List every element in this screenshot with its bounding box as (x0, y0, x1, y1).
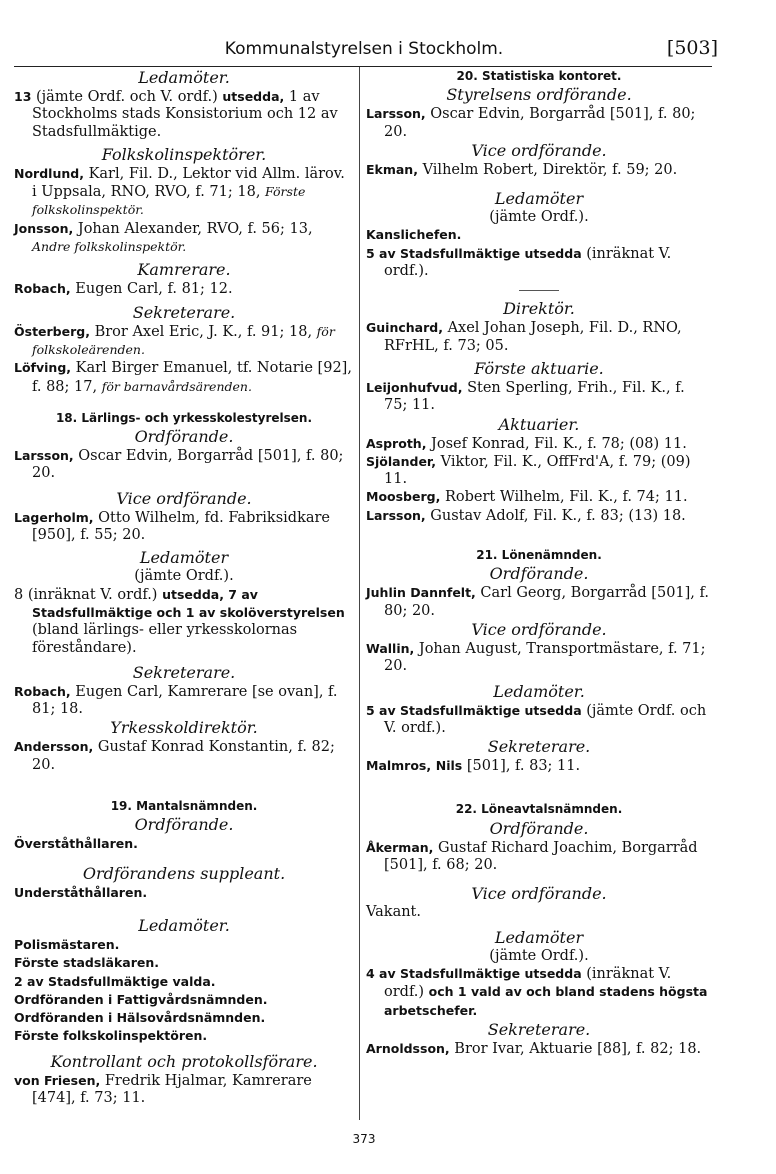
heading: Styrelsens ordförande. (446, 85, 632, 105)
entry: von Friesen, Fredrik Hjalmar, Kamrerare [474], f. 73; 11. (14, 1072, 312, 1106)
heading: Ledamöter (494, 927, 584, 947)
entry: Asproth, Josef Konrad, Fil. K., f. 78; (08) 11. (366, 435, 687, 452)
entry: Sjölander, Viktor, Fil. K., OffFrd'A, f. 79; (09) 11. (366, 453, 691, 488)
entry: 13 (jämte Ordf. och V. ordf.) utsedda, 1 av Stockholms stads Konsistorium och 12 av Stadsfullmäktige. (14, 89, 338, 140)
entry: Kanslichefen. (366, 227, 462, 243)
subheading: (jämte Ordf.). (489, 947, 589, 964)
footer-number: 373 (352, 1132, 376, 1146)
heading: Ordförande. (489, 818, 589, 838)
entry: Leijonhufvud, Sten Sperling, Frih., Fil. K., f. 75; 11. (366, 379, 685, 414)
left-column (14, 68, 354, 1107)
heading: Sekreterare. (487, 1019, 591, 1039)
entry: Malmros, Nils [501], f. 83; 11. (366, 758, 581, 775)
heading: Förste aktuarie. (474, 358, 604, 378)
entry: Larsson, Oscar Edvin, Borgarråd [501], f. 80; 20. (14, 448, 344, 482)
heading: Yrkesskoldirektör. (110, 718, 258, 738)
heading: Ledamöter (139, 548, 229, 568)
heading: Ledamöter. (138, 68, 230, 87)
entry: Förste stadsläkaren. (14, 955, 160, 971)
heading: Ordförande. (134, 427, 234, 447)
entry: Robach, Eugen Carl, f. 81; 12. (14, 281, 233, 298)
entry: Löfving, Karl Birger Emanuel, tf. Notarie [92], f. 88; 17, för barnavårdsärenden. (14, 360, 352, 395)
entry: Ekman, Vilhelm Robert, Direktör, f. 59; 20. (366, 161, 678, 178)
entry: Robach, Eugen Carl, Kamrerare [se ovan], f. 81; 18. (14, 683, 338, 718)
heading: Vice ordförande. (471, 619, 607, 639)
heading: Kamrerare. (137, 260, 231, 280)
entry: Larsson, Oscar Edvin, Borgarråd [501], f. 80; 20. (366, 106, 696, 140)
heading: Ordförandens suppleant. (82, 863, 286, 883)
header-rule (14, 66, 712, 67)
entry: Lagerholm, Otto Wilhelm, fd. Fabriksidkare [950], f. 55; 20. (14, 509, 331, 544)
entry: Ordföranden i Fattigvårdsnämnden. (14, 991, 268, 1007)
section-title: 22. Löneavtalsnämnden. (455, 802, 623, 817)
entry: Andersson, Gustaf Konrad Konstantin, f. 82; 20. (14, 739, 335, 773)
entry: Jonsson, Johan Alexander, RVO, f. 56; 13, Andre folkskolinspektör. (14, 220, 313, 255)
entry: 8 (inräknat V. ordf.) utsedda, 7 av Stadsfullmäktige och 1 av skolöverstyrelsen (bland lärlings- eller yrkesskolornas föreståndare). (14, 586, 345, 656)
section-title: 20. Statistiska kontoret. (456, 69, 622, 83)
entry: Nordlund, Karl, Fil. D., Lektor vid Allm. lärov. i Uppsala, RNO, RVO, f. 71; 18, Förste folkskolinspektör. (14, 165, 345, 218)
entry: Guinchard, Axel Johan Joseph, Fil. D., RNO, RFrHL, f. 73; 05. (366, 320, 682, 354)
heading: Vice ordförande. (116, 488, 252, 508)
heading: Folkskolinspektörer. (101, 144, 267, 164)
heading: Ledamöter. (493, 681, 585, 701)
heading: Ordförande. (134, 815, 234, 835)
heading: Vice ordförande. (471, 884, 607, 904)
heading: Aktuarier. (498, 414, 580, 434)
entry: Överståthållaren. (14, 836, 138, 852)
heading: Ledamöter (494, 189, 584, 209)
heading: Sekreterare. (132, 302, 236, 322)
entry: Moosberg, Robert Wilhelm, Fil. K., f. 74; 11. (366, 489, 688, 506)
entry: Larsson, Gustav Adolf, Fil. K., f. 83; (13) 18. (366, 507, 686, 524)
entry: Åkerman, Gustaf Richard Joachim, Borgarråd [501], f. 68; 20. (366, 839, 698, 874)
page-number: [503] (666, 37, 718, 59)
entry: Förste folkskolinspektören. (14, 1028, 208, 1044)
heading: Direktör. (503, 299, 575, 319)
entry: 4 av Stadsfullmäktige utsedda (inräknat V. ordf.) och 1 vald av och bland stadens högsta arbetschefer. (366, 965, 708, 1018)
heading: Sekreterare. (487, 737, 591, 757)
right-column (366, 68, 712, 1058)
subheading: (jämte Ordf.). (489, 209, 589, 226)
entry: Vakant. (366, 904, 421, 921)
entry: 2 av Stadsfullmäktige valda. (14, 973, 216, 989)
heading: Vice ordförande. (471, 140, 607, 160)
heading: Ledamöter. (138, 915, 230, 935)
heading: Ordförande. (489, 564, 589, 584)
entry: 5 av Stadsfullmäktige utsedda (inräknat V. ordf.). (366, 245, 672, 280)
entry: Ordföranden i Hälsovårdsnämnden. (14, 1010, 266, 1026)
entry: Underståthållaren. (14, 884, 148, 900)
page-header (14, 37, 718, 64)
entry: 5 av Stadsfullmäktige utsedda (jämte Ordf. och V. ordf.). (366, 702, 707, 736)
subheading: (jämte Ordf.). (134, 568, 234, 585)
entry: Arnoldsson, Bror Ivar, Aktuarie [88], f. 82; 18. (366, 1040, 702, 1057)
section-title: 19. Mantalsnämnden. (110, 799, 258, 814)
section-title: 18. Lärlings- och yrkesskolestyrelsen. (55, 410, 313, 425)
section-title: 21. Lönenämnden. (476, 548, 602, 563)
column-divider (359, 67, 360, 1120)
entry: Wallin, Johan August, Transportmästare, f. 71; 20. (366, 640, 706, 675)
entry: Polismästaren. (14, 936, 120, 952)
heading: Sekreterare. (132, 662, 236, 682)
entry: Juhlin Dannfelt, Carl Georg, Borgarråd [501], f. 80; 20. (366, 585, 709, 619)
entry: Österberg, Bror Axel Eric, J. K., f. 91; 18, för folkskoleärenden. (14, 323, 335, 357)
running-title: Kommunalstyrelsen i Stockholm. (224, 39, 504, 59)
separator (519, 290, 559, 291)
heading: Kontrollant och protokollsförare. (50, 1051, 318, 1071)
